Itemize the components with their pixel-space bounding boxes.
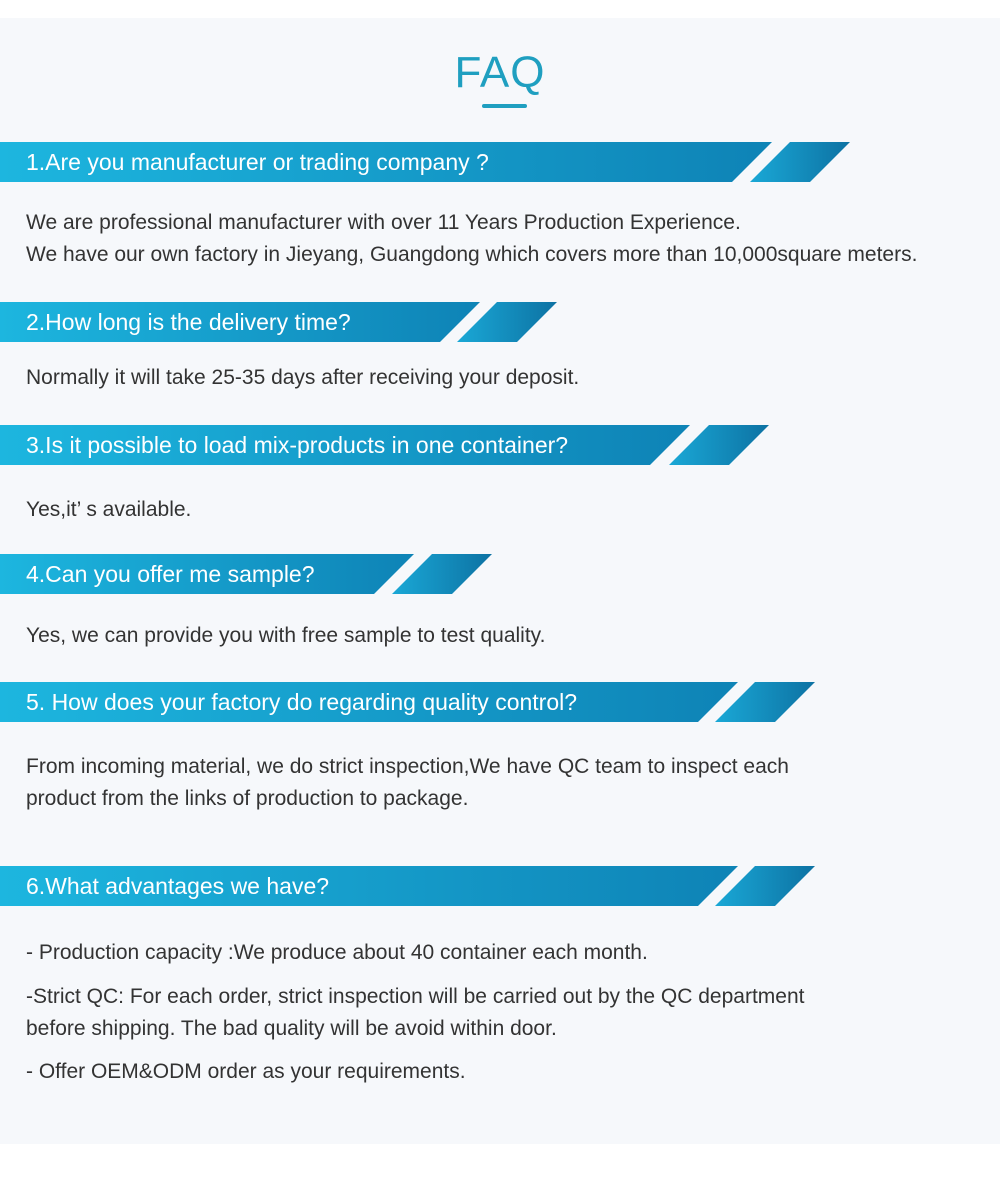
answer-line: We are professional manufacturer with over 11 Years Production Experience. xyxy=(26,211,741,234)
faq-answer-6-qc xyxy=(26,981,804,1045)
answer-line: product from the links of production to package. xyxy=(26,787,469,810)
faq-question-2: 2.How long is the delivery time? xyxy=(26,309,351,335)
faq-answer-5 xyxy=(26,751,789,815)
faq-question-1: 1.Are you manufacturer or trading company ? xyxy=(26,149,489,175)
faq-answer-2 xyxy=(26,362,579,394)
answer-line: -Strict QC: For each order, strict inspection will be carried out by the QC department xyxy=(26,985,805,1008)
answer-line: Yes,it’ s available. xyxy=(26,498,192,521)
answer-line: From incoming material, we do strict inspection,We have QC team to inspect each xyxy=(26,755,789,778)
answer-line: Yes, we can provide you with free sample to test quality. xyxy=(26,624,546,647)
faq-answer-3 xyxy=(26,494,191,526)
answer-line: - Offer OEM&ODM order as your requirements. xyxy=(26,1060,466,1083)
faq-answer-6-oem xyxy=(26,1056,466,1088)
faq-answer-4 xyxy=(26,620,545,652)
answer-line: Normally it will take 25-35 days after receiving your deposit. xyxy=(26,366,580,389)
answer-line: before shipping. The bad quality will be avoid within door. xyxy=(26,1017,557,1040)
answer-line: - Production capacity :We produce about 40 container each month. xyxy=(26,941,648,964)
title-underline xyxy=(482,104,527,108)
faq-answer-6 xyxy=(26,937,648,969)
faq-question-6: 6.What advantages we have? xyxy=(26,873,330,899)
faq-answer-1 xyxy=(26,207,917,271)
page-title: FAQ xyxy=(454,48,546,97)
answer-line: We have our own factory in Jieyang, Guangdong which covers more than 10,000square meters. xyxy=(26,243,918,266)
faq-question-4: 4.Can you offer me sample? xyxy=(26,561,315,587)
faq-question-3: 3.Is it possible to load mix-products in one container? xyxy=(26,432,569,458)
faq-question-5: 5. How does your factory do regarding quality control? xyxy=(26,689,578,715)
